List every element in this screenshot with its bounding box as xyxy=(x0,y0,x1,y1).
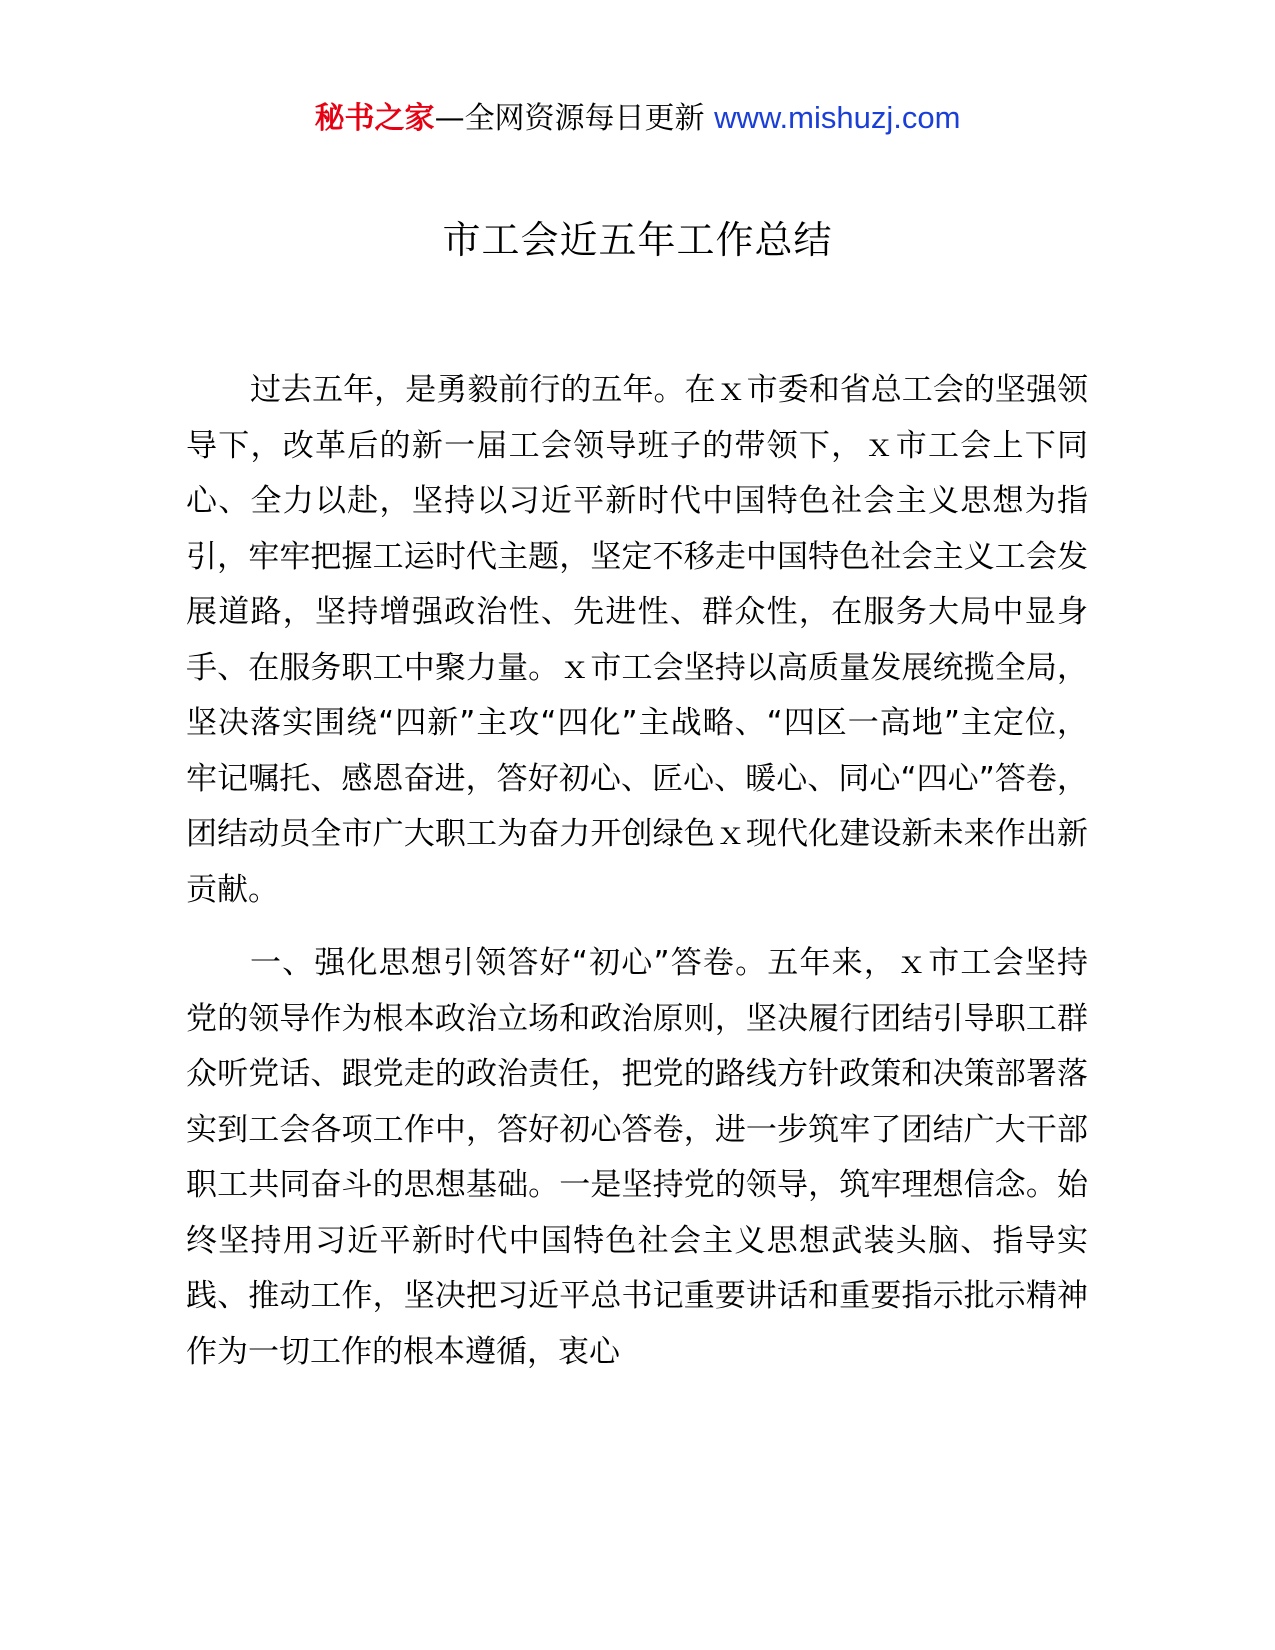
site-url-link[interactable]: www.mishuzj.com xyxy=(714,100,961,135)
document-body xyxy=(186,363,1088,1380)
site-header xyxy=(0,98,1275,139)
paragraph-intro: 过去五年，是勇毅前行的五年。在ｘ市委和省总工会的坚强领导下，改革后的新一届工会领导班子的带领下，ｘ市工会上下同心、全力以赴，坚持以习近平新时代中国特色社会主义思想为指引，牢牢把握工运时代主题，坚定不移走中国特色社会主义工会发展道路，坚持增强政治性、先进性、群众性，在服务大局中显身手、在服务职工中聚力量。ｘ市工会坚持以高质量发展统揽全局，坚决落实围绕“四新”主攻“四化”主战略、“四区一高地”主定位，牢记嘱托、感恩奋进，答好初心、匠心、暖心、同心“四心”答卷，团结动员全市广大职工为奋力开创绿色ｘ现代化建设新未来作出新贡献。 xyxy=(186,372,1088,908)
site-brand: 秘书之家 xyxy=(314,101,435,136)
paragraph-section-one: 一、强化思想引领答好“初心”答卷。五年来，ｘ市工会坚持党的领导作为根本政治立场和政治原则，坚决履行团结引导职工群众听党话、跟党走的政治责任，把党的路线方针政策和决策部署落实到工会各项工作中，答好初心答卷，进一步筑牢了团结广大干部职工共同奋斗的思想基础。一是坚持党的领导，筑牢理想信念。始终坚持用习近平新时代中国特色社会主义思想武装头脑、指导实践、推动工作，坚决把习近平总书记重要讲话和重要指示批示精神作为一切工作的根本遵循，衷心 xyxy=(186,945,1088,1370)
site-tagline: —全网资源每日更新 xyxy=(434,101,705,136)
document-title: 市工会近五年工作总结 xyxy=(442,218,833,262)
